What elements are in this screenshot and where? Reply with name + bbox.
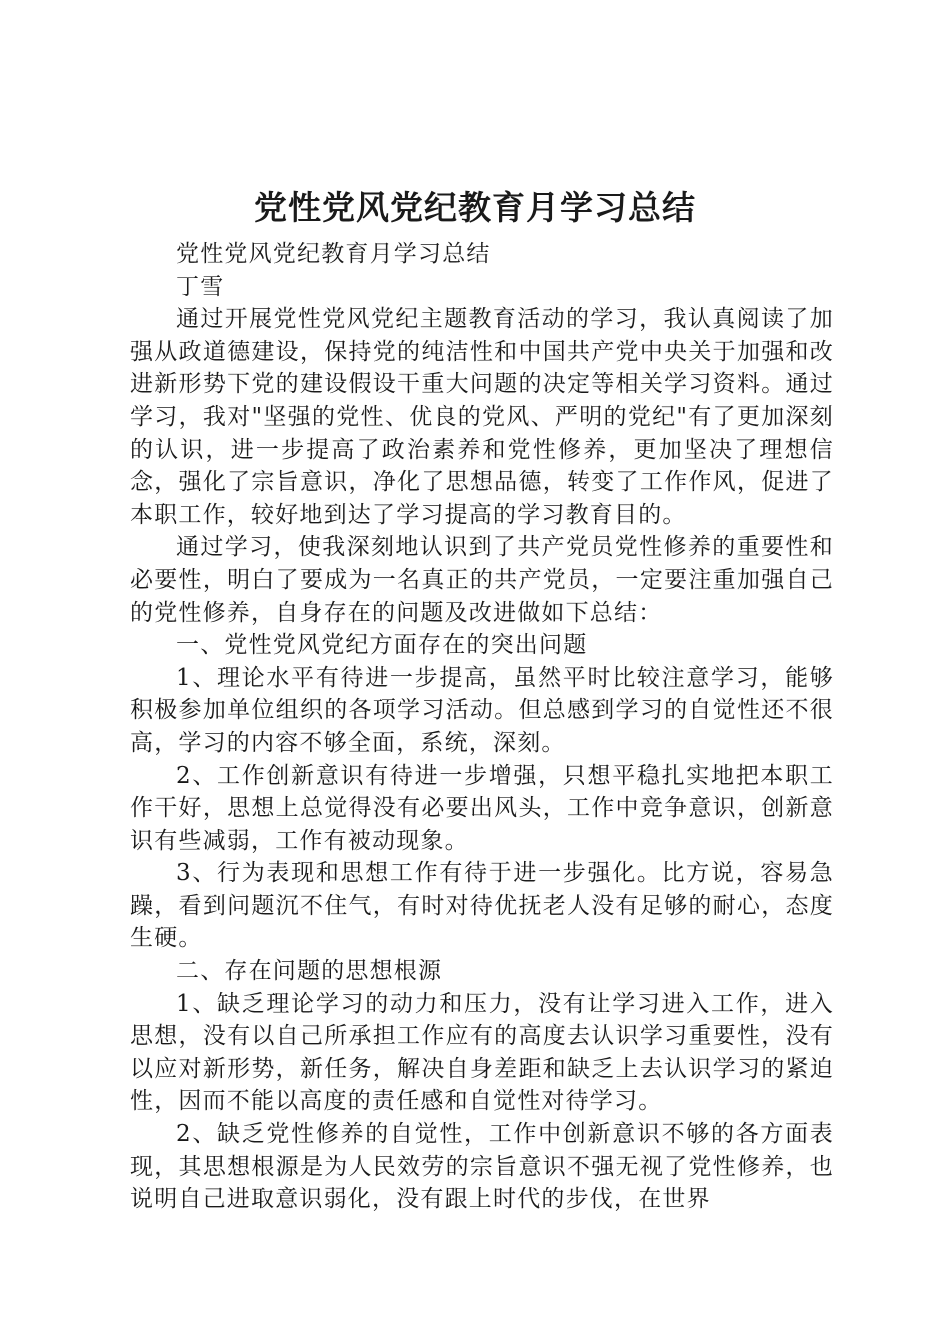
document-body <box>130 238 834 1216</box>
body-paragraph: 1、缺乏理论学习的动力和压力，没有让学习进入工作，进入思想，没有以自己所承担工作应有的高度去认识学习重要性，没有以应对新形势，新任务，解决自身差距和缺乏上去认识学习的紧迫性，因而不能以高度的责任感和自觉性对待学习。 <box>130 990 834 1115</box>
document-title: 党性党风党纪教育月学习总结 <box>254 188 696 227</box>
author-paragraph: 丁雪 <box>176 273 225 300</box>
body-paragraph: 1、理论水平有待进一步提高，虽然平时比较注意学习，能够积极参加单位组织的各项学习活动。但总感到学习的自觉性还不很高，学习的内容不够全面，系统，深刻。 <box>130 664 834 756</box>
body-paragraph: 通过学习，使我深刻地认识到了共产党员党性修养的重要性和必要性，明白了要成为一名真正的共产党员，一定要注重加强自己的党性修养，自身存在的问题及改进做如下总结： <box>130 534 834 626</box>
body-paragraph: 3、行为表现和思想工作有待于进一步强化。比方说，容易急躁，看到问题沉不住气，有时对待优抚老人没有足够的耐心，态度生硬。 <box>130 860 834 952</box>
body-paragraph: 通过开展党性党风党纪主题教育活动的学习，我认真阅读了加强从政道德建设，保持党的纯洁性和中国共产党中央关于加强和改进新形势下党的建设假设干重大问题的决定等相关学习资料。通过学习，我对"坚强的党性、优良的党风、严明的党纪"有了更加深刻的认识，进一步提高了政治素养和党性修养，更加坚决了理想信念，强化了宗旨意识，净化了思想品德，转变了工作作风，促进了本职工作，较好地到达了学习提高的学习教育目的。 <box>130 306 834 528</box>
subtitle-paragraph: 党性党风党纪教育月学习总结 <box>176 241 491 267</box>
body-paragraph: 2、工作创新意识有待进一步增强，只想平稳扎实地把本职工作干好，思想上总觉得没有必要出风头，工作中竞争意识，创新意识有些减弱，工作有被动现象。 <box>130 762 834 854</box>
body-paragraph: 2、缺乏党性修养的自觉性，工作中创新意识不够的各方面表现，其思想根源是为人民效劳的宗旨意识不强无视了党性修养，也说明自己进取意识弱化，没有跟上时代的步伐，在世界 <box>130 1121 834 1213</box>
section-heading: 一、党性党风党纪方面存在的突出问题 <box>176 632 588 659</box>
section-heading: 二、存在问题的思想根源 <box>176 958 443 985</box>
